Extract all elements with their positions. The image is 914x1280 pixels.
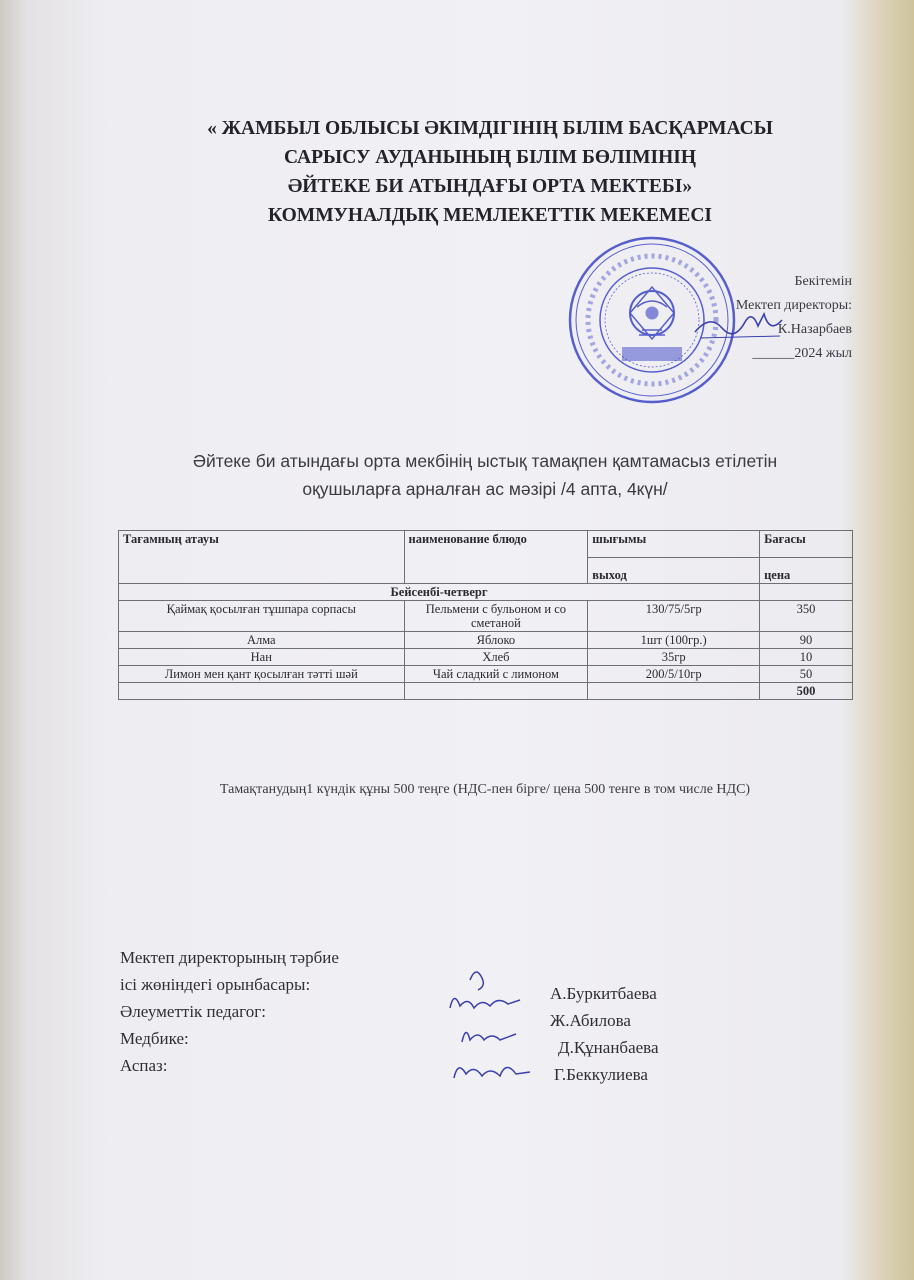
day-label: Бейсенбі-четверг — [119, 584, 760, 601]
total-empty-3 — [588, 683, 760, 700]
approval-line-1: Бекітемін — [794, 274, 852, 289]
dish-price: 50 — [760, 666, 853, 683]
header-line-3: ӘЙТЕКЕ БИ АТЫНДАҒЫ ОРТА МЕКТЕБІ» — [287, 176, 693, 197]
header-line-1: « ЖАМБЫЛ ОБЛЫСЫ ӘКІМДІГІНІҢ БІЛІМ БАСҚАРМАСЫ — [207, 118, 773, 139]
total-price: 500 — [760, 683, 853, 700]
staff-names — [550, 980, 659, 1088]
total-empty-1 — [119, 683, 405, 700]
dish-output: 200/5/10гр — [588, 666, 760, 683]
dish-output: 130/75/5гр — [588, 601, 760, 632]
day-empty-cell — [760, 584, 853, 601]
name-nurse: Д.Құнанбаева — [558, 1038, 659, 1057]
dish-output: 1шт (100гр.) — [588, 632, 760, 649]
approval-line-3: К.Назарбаев — [777, 322, 852, 337]
dish-ru: Чай сладкий с лимоном — [404, 666, 588, 683]
name-cook: Г.Беккулиева — [554, 1065, 648, 1084]
role-deputy-line-2: ісі жөніндегі орынбасары: — [120, 975, 311, 994]
header-dish-ru: наименование блюдо — [404, 531, 588, 584]
dish-kz: Алма — [119, 632, 405, 649]
table-row — [119, 601, 853, 632]
daily-cost-note: Тамақтанудың1 күндік құны 500 теңге (НДС-пен бірге/ цена 500 тенге в том числе НДС) — [219, 782, 751, 797]
name-social-pedagogue: Ж.Абилова — [550, 1011, 631, 1030]
dish-ru: Яблоко — [404, 632, 588, 649]
menu-title — [120, 447, 850, 503]
staff-roles — [120, 944, 339, 1079]
table-row — [119, 666, 853, 683]
menu-title-line-2: оқушыларға арналған ас мәзірі /4 апта, 4күн/ — [302, 479, 668, 499]
header-output: шығымы — [588, 531, 760, 558]
dish-kz: Лимон мен қант қосылған тәтті шәй — [119, 666, 405, 683]
table-row — [119, 649, 853, 666]
menu-title-line-1: Әйтеке би атындағы орта мекбінің ыстық тамақпен қамтамасыз етілетін — [192, 451, 778, 471]
dish-ru: Пельмени с бульоном и со сметаной — [404, 601, 588, 632]
dish-output: 35гр — [588, 649, 760, 666]
role-cook: Аспаз: — [120, 1056, 168, 1075]
subheader-price: цена — [760, 557, 853, 584]
header-line-2: САРЫСУ АУДАНЫНЫҢ БІЛІМ БӨЛІМІНІҢ — [283, 147, 697, 168]
name-deputy: А.Буркитбаева — [550, 984, 657, 1003]
institution-header — [140, 114, 840, 230]
role-deputy-line-1: Мектеп директорының тәрбие — [120, 948, 339, 967]
approval-line-2: Мектеп директоры: — [735, 298, 852, 313]
total-empty-2 — [404, 683, 588, 700]
dish-kz: Қаймақ қосылған тұшпара сорпасы — [119, 601, 405, 632]
dish-ru: Хлеб — [404, 649, 588, 666]
table-header-row — [119, 531, 853, 558]
role-social-pedagogue: Әлеуметтік педагог: — [120, 1002, 266, 1021]
header-line-4: КОММУНАЛДЫҚ МЕМЛЕКЕТТІК МЕКЕМЕСІ — [267, 205, 713, 226]
header-price: Бағасы — [760, 531, 853, 558]
table-row — [119, 632, 853, 649]
day-row — [119, 584, 853, 601]
role-nurse: Медбике: — [120, 1029, 189, 1048]
subheader-output: выход — [588, 557, 760, 584]
header-dish-kz: Тағамның атауы — [119, 531, 405, 584]
approval-line-4: ______2024 жыл — [752, 346, 852, 361]
staff-signatures — [440, 960, 540, 1100]
dish-price: 10 — [760, 649, 853, 666]
menu-table — [118, 530, 853, 700]
director-signature — [690, 300, 800, 350]
dish-price: 350 — [760, 601, 853, 632]
dish-kz: Нан — [119, 649, 405, 666]
total-row — [119, 683, 853, 700]
dish-price: 90 — [760, 632, 853, 649]
